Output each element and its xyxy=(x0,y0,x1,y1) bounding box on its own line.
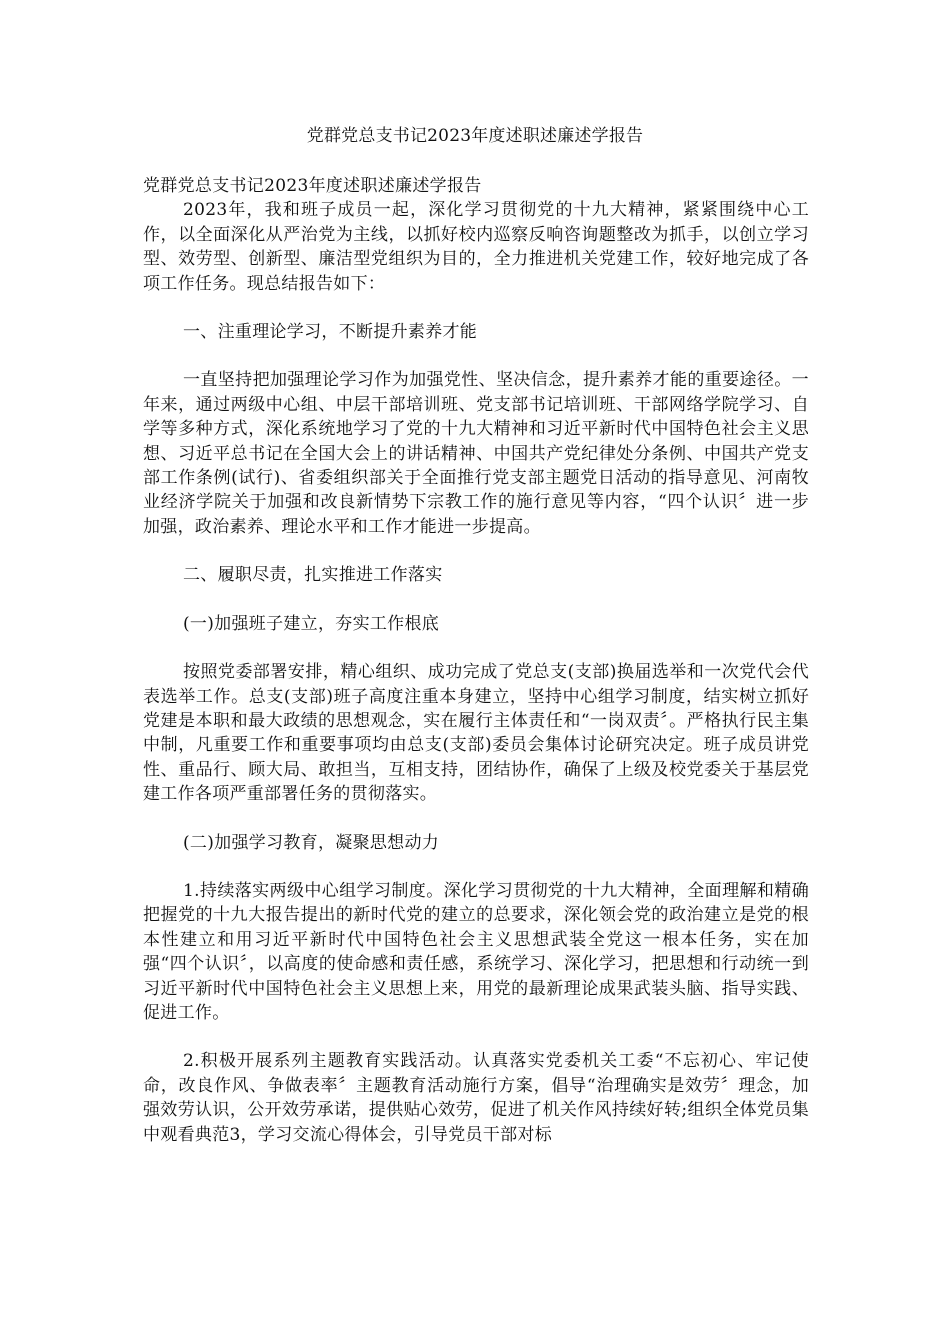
subsection-heading-2: (二)加强学习教育，凝聚思想动力 xyxy=(183,832,440,853)
paragraph-intro: 2023年，我和班子成员一起，深化学习贯彻党的十九大精神，紧紧围绕中心工作，以全面深化从严治党为主线，以抓好校内巡察反响咨询题整改为抓手，以创立学习型、效劳型、创新型、廉洁型党组织为目的，全力推进机关党建工作，较好地完成了各项工作任务。现总结报告如下： xyxy=(143,200,809,294)
paragraph-item-1: 1.持续落实两级中心组学习制度。深化学习贯彻党的十九大精神，全面理解和精确把握党的十九大报告提出的新时代党的建立的总要求，深化领会党的政治建立是党的根本性建立和用习近平新时代中国特色社会主义思想武装全党这一根本任务，实在加强“四个认识〞，以高度的使命感和责任感，系统学习、深化学习，把思想和行动统一到习近平新时代中国特色社会主义思想上来，用党的最新理论成果武装头脑、指导实践、促进工作。 xyxy=(143,880,809,1023)
section-heading-1: 一、注重理论学习，不断提升素养才能 xyxy=(183,322,478,343)
subsection-heading-1: (一)加强班子建立，夯实工作根底 xyxy=(183,613,440,634)
paragraph-theory-study: 一直坚持把加强理论学习作为加强党性、坚决信念，提升素养才能的重要途径。一年来，通过两级中心组、中层干部培训班、党支部书记培训班、干部网络学院学习、自学等多种方式，深化系统地学习了党的十九大精神和习近平新时代中国特色社会主义思想、习近平总书记在全国大会上的讲话精神、中国共产党纪律处分条例、中国共产党支部工作条例(试行)、省委组织部关于全面推行党支部主题党日活动的指导意见、河南牧业经济学院关于加强和改良新情势下宗教工作的施行意见等内容，“四个认识〞进一步加强，政治素养、理论水平和工作才能进一步提高。 xyxy=(143,370,809,537)
paragraph-item-2: 2.积极开展系列主题教育实践活动。认真落实党委机关工委“不忘初心、牢记使命，改良作风、争做表率〞主题教育活动施行方案，倡导“治理确实是效劳〞理念，加强效劳认识，公开效劳承诺，提供贴心效劳，促进了机关作风持续好转;组织全体党员集中观看典范3，学习交流心得体会，引导党员干部对标 xyxy=(143,1051,809,1145)
section-heading-2: 二、履职尽责，扎实推进工作落实 xyxy=(183,565,443,586)
document-body xyxy=(143,174,809,1147)
document-title: 党群党总支书记2023年度述职述廉述学报告 xyxy=(306,126,644,146)
paragraph-team-building: 按照党委部署安排，精心组织、成功完成了党总支(支部)换届选举和一次党代会代表选举工作。总支(支部)班子高度注重本身建立，坚持中心组学习制度，结实树立抓好党建是本职和最大政绩的思想观念，实在履行主体责任和“一岗双责〞。严格执行民主集中制，凡重要工作和重要事项均由总支(支部)委员会集体讨论研究决定。班子成员讲党性、重品行、顾大局、敢担当，互相支持，团结协作，确保了上级及校党委关于基层党建工作各项严重部署任务的贯彻落实。 xyxy=(143,662,809,805)
document-subtitle: 党群党总支书记2023年度述职述廉述学报告 xyxy=(143,176,482,196)
